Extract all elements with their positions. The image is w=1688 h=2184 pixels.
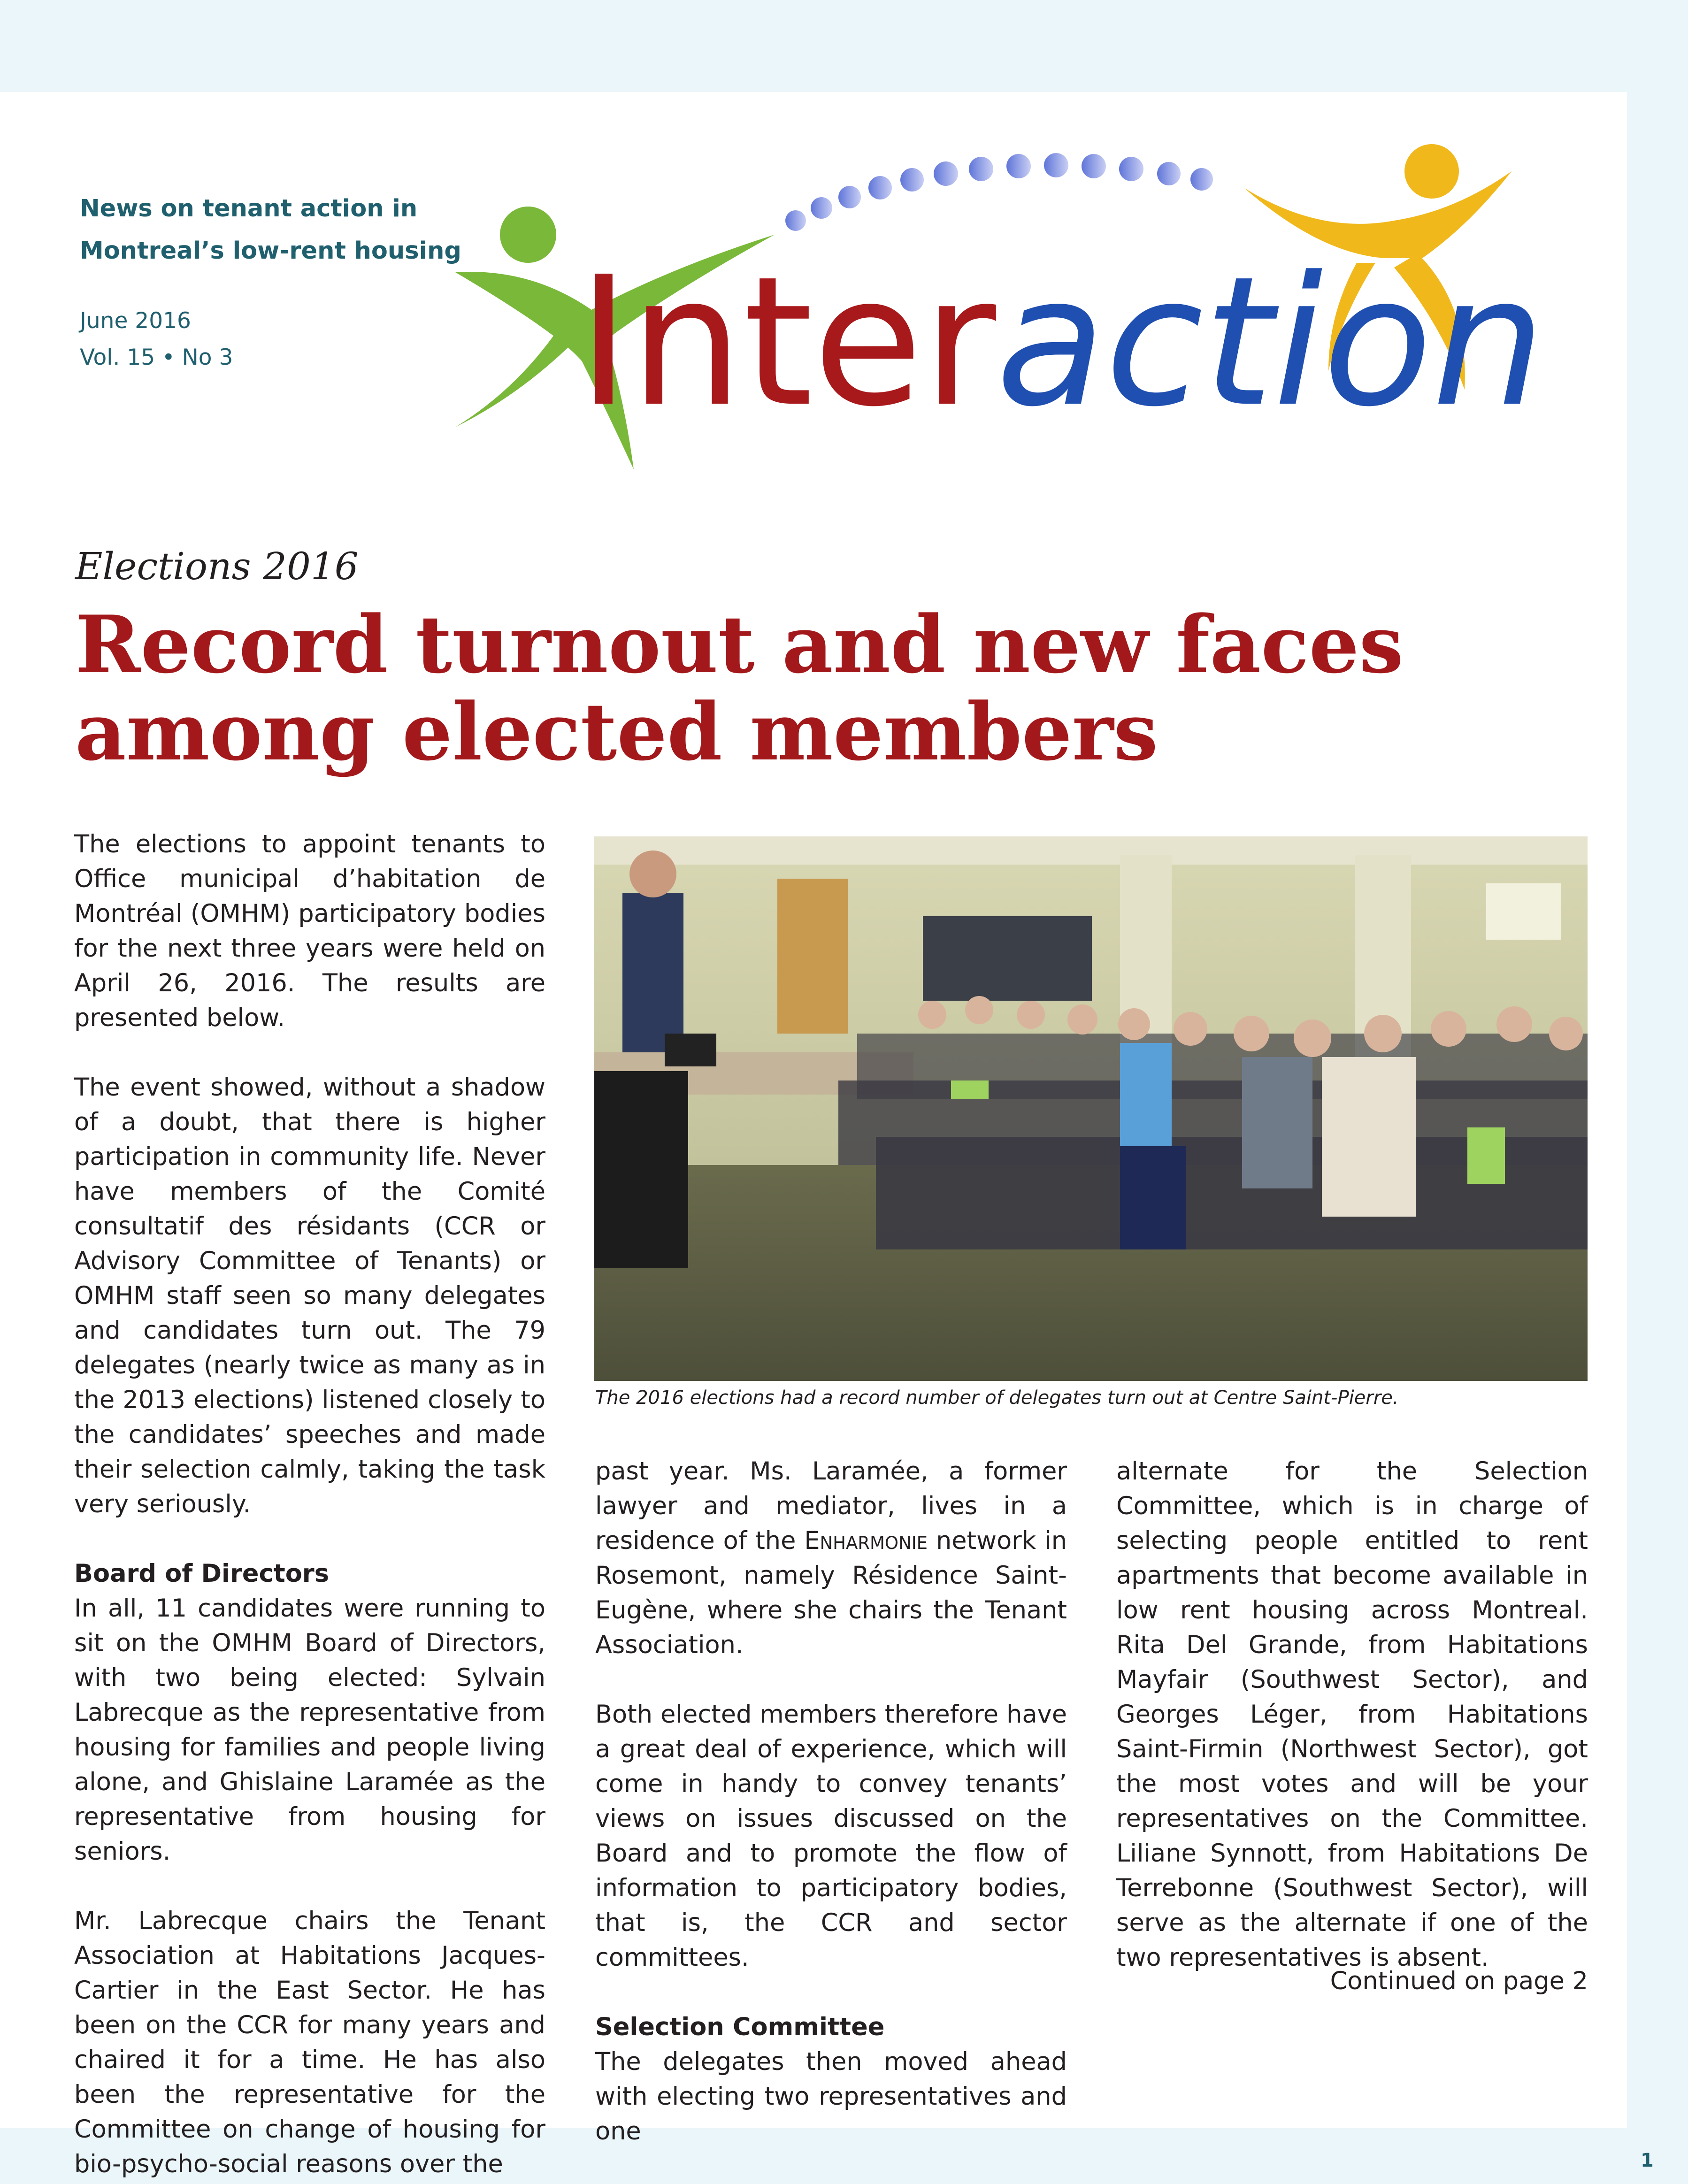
article-kicker: Elections 2016 [75, 544, 359, 588]
issue-date: June 2016 [80, 308, 191, 334]
paragraph [595, 1454, 1067, 1663]
photo-caption: The 2016 elections had a record number of delegates turn out at Centre Saint-Pierre. [595, 1387, 1399, 1409]
paragraph-start: past year. Ms. Laramée, a former lawyer and mediator, lives in a residence of the [595, 1457, 1067, 1555]
subheading-selection: Selection Committee [595, 2013, 885, 2041]
paragraph: The elections to appoint tenants to Office municipal d’habitation de Montréal (OMHM) participatory bodies for the next three years were held on April 26, 2016. The results are presented below. [74, 830, 545, 1032]
interaction-logo [437, 127, 1554, 483]
tagline-line-1: News on tenant action in [80, 195, 418, 222]
logo-text-blue: action [996, 238, 1545, 446]
network-name: Enharmonie [804, 1526, 928, 1555]
paragraph: Mr. Labrecque chairs the Tenant Association at Habitations Jacques-Cartier in the East Sector. He has been on the CCR for many years and chaired it for a time. He has also been the representative for the Committee on change of housing for bio-psycho-social reasons over the [74, 1907, 545, 2178]
paragraph: alternate for the Selection Committee, which is in charge of selecting people entitled to rent apartments that become available in low rent housing across Montreal. Rita Del Grande, from Habitations Mayfair (Southwest Sector), and Georges Léger, from Habitations Saint-Firmin (Northwest Sector), got the most votes and will be your representatives on the Committee. Liliane Synnott, from Habitations De Terrebonne (Southwest Sector), will serve as the alternate if one of the two representatives is absent. [1116, 1457, 1588, 1972]
article-column-1 [74, 827, 545, 2182]
paragraph: The delegates then moved ahead with electing two representatives and one [595, 2047, 1067, 2146]
paragraph-end: network in Rosemont, namely Résidence Saint-Eugène, where she chairs the Tenant Association. [595, 1526, 1067, 1659]
paragraph: Both elected members therefore have a great deal of experience, which will come in handy to convey tenants’ views on issues discussed on the Board and to promote the flow of information to participatory bodies, that is, the CCR and sector committees. [595, 1700, 1067, 1972]
masthead-tagline [80, 188, 461, 272]
article-headline: Record turnout and new faces among elected members [75, 598, 1404, 778]
paragraph: In all, 11 candidates were running to sit on the OMHM Board of Directors, with two being elected: Sylvain Labrecque as the representative from housing for families and people living alone, and Ghislaine Laramée as the representative from housing for seniors. [74, 1594, 545, 1866]
continued-link[interactable]: Continued on page 2 [1330, 1967, 1588, 1995]
article-column-3 [1116, 1454, 1588, 1975]
tagline-line-2: Montreal’s low-rent housing [80, 237, 461, 265]
logo-text [577, 238, 1545, 446]
meeting-room-illustration [594, 836, 1588, 1381]
paragraph: The event showed, without a shadow of a doubt, that there is higher participation in community life. Never have members of the Comité consultatif des résidants (CCR or Advisory Committee of Tenants) or OMHM staff seen so many delegates and candidates turn out. The 79 delegates (nearly twice as many as in the 2013 elections) listened closely to the candidates’ speeches and made their selection calmly, taking the task very seriously. [74, 1073, 545, 1518]
page-number: 1 [1641, 2150, 1654, 2171]
article-column-2 [595, 1454, 1067, 2149]
delegates-photo [594, 836, 1588, 1381]
issue-volume: Vol. 15 • No 3 [80, 345, 233, 370]
subheading-board: Board of Directors [74, 1559, 329, 1588]
dots-arc-icon [785, 153, 1213, 231]
logo-text-red: Inter [577, 238, 996, 446]
issue-info [80, 303, 233, 376]
